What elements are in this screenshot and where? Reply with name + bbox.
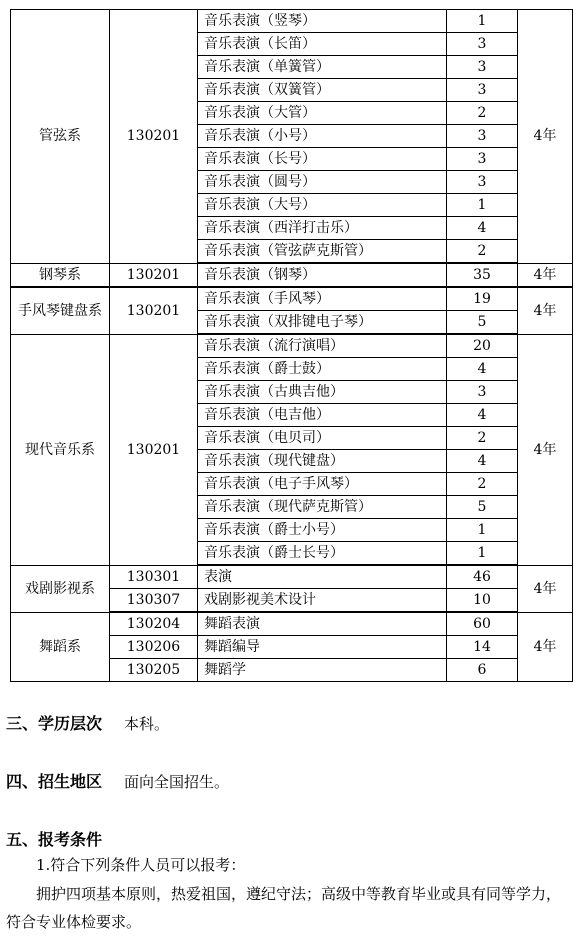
major-name-cell: 音乐表演（电贝司） (198, 427, 447, 450)
quota-cell: 46 (447, 565, 518, 589)
enrollment-table (10, 9, 573, 682)
major-code-cell: 130204 (110, 612, 198, 636)
table-row (11, 10, 573, 33)
major-code-cell: 130206 (110, 636, 198, 659)
major-name-cell: 音乐表演（双排键电子琴） (198, 311, 447, 335)
quota-cell: 5 (447, 496, 518, 519)
quota-cell: 4 (447, 404, 518, 427)
major-name-cell: 音乐表演（单簧管） (198, 56, 447, 79)
duration-cell: 4年 (518, 263, 573, 287)
quota-cell: 2 (447, 240, 518, 264)
table-row (11, 287, 573, 311)
enrollment-table-body (11, 10, 573, 682)
quota-cell: 60 (447, 612, 518, 636)
major-name-cell: 音乐表演（手风琴） (198, 287, 447, 311)
major-name-cell: 音乐表演（大号） (198, 194, 447, 217)
major-name-cell: 音乐表演（大管） (198, 102, 447, 125)
major-name-cell: 音乐表演（电子手风琴） (198, 473, 447, 496)
department-cell: 舞蹈系 (11, 612, 110, 682)
major-name-cell: 音乐表演（古典吉他） (198, 381, 447, 404)
quota-cell: 1 (447, 194, 518, 217)
quota-cell: 5 (447, 311, 518, 335)
duration-cell: 4年 (518, 612, 573, 682)
quota-cell: 3 (447, 56, 518, 79)
quota-cell: 4 (447, 358, 518, 381)
quota-cell: 35 (447, 263, 518, 287)
quota-cell: 3 (447, 148, 518, 171)
major-name-cell: 音乐表演（流行演唱） (198, 334, 447, 358)
table-row (11, 565, 573, 589)
major-name-cell: 舞蹈学 (198, 659, 447, 682)
major-name-cell: 音乐表演（电吉他） (198, 404, 447, 427)
department-cell: 戏剧影视系 (11, 565, 110, 612)
major-code-cell: 130201 (110, 334, 198, 565)
condition-text-line-1: 拥护四项基本原则，热爱祖国，遵纪守法；高级中等教育毕业或具有同等学力， (36, 885, 562, 903)
department-cell: 手风琴键盘系 (11, 287, 110, 334)
quota-cell: 3 (447, 171, 518, 194)
quota-cell: 3 (447, 79, 518, 102)
major-name-cell: 音乐表演（现代萨克斯管） (198, 496, 447, 519)
major-code-cell: 130301 (110, 565, 198, 589)
major-name-cell: 戏剧影视美术设计 (198, 589, 447, 613)
major-code-cell: 130201 (110, 287, 198, 334)
education-level-heading: 三、学历层次 (6, 714, 103, 733)
quota-cell: 19 (447, 287, 518, 311)
quota-cell: 2 (447, 102, 518, 125)
major-name-cell: 舞蹈编导 (198, 636, 447, 659)
application-conditions-heading-line (6, 827, 102, 850)
major-name-cell: 音乐表演（双簧管） (198, 79, 447, 102)
quota-cell: 20 (447, 334, 518, 358)
major-code-cell: 130205 (110, 659, 198, 682)
application-conditions-heading: 五、报考条件 (6, 830, 103, 849)
quota-cell: 4 (447, 450, 518, 473)
enrollment-region-value: 面向全国招生。 (124, 773, 230, 791)
quota-cell: 3 (447, 125, 518, 148)
department-cell: 管弦系 (11, 10, 110, 264)
condition-item-1: 1.符合下列条件人员可以报考： (36, 856, 246, 874)
department-cell: 现代音乐系 (11, 334, 110, 565)
quota-cell: 1 (447, 10, 518, 33)
major-name-cell: 音乐表演（圆号） (198, 171, 447, 194)
major-name-cell: 音乐表演（长笛） (198, 33, 447, 56)
table-row (11, 612, 573, 636)
major-name-cell: 音乐表演（竖琴） (198, 10, 447, 33)
major-code-cell: 130201 (110, 10, 198, 264)
duration-cell: 4年 (518, 287, 573, 334)
quota-cell: 6 (447, 659, 518, 682)
quota-cell: 4 (447, 217, 518, 240)
education-level-value: 本科。 (124, 715, 170, 733)
quota-cell: 1 (447, 542, 518, 566)
major-code-cell: 130201 (110, 263, 198, 287)
major-name-cell: 音乐表演（爵士小号） (198, 519, 447, 542)
duration-cell: 4年 (518, 10, 573, 264)
duration-cell: 4年 (518, 334, 573, 565)
quota-cell: 14 (447, 636, 518, 659)
enrollment-region-line (6, 769, 229, 792)
quota-cell: 2 (447, 427, 518, 450)
major-name-cell: 音乐表演（现代键盘） (198, 450, 447, 473)
major-code-cell: 130307 (110, 589, 198, 613)
major-name-cell: 表演 (198, 565, 447, 589)
major-name-cell: 音乐表演（爵士长号） (198, 542, 447, 566)
enrollment-region-heading: 四、招生地区 (6, 772, 103, 791)
quota-cell: 3 (447, 33, 518, 56)
major-name-cell: 舞蹈表演 (198, 612, 447, 636)
major-name-cell: 音乐表演（长号） (198, 148, 447, 171)
table-row (11, 263, 573, 287)
major-name-cell: 音乐表演（管弦萨克斯管） (198, 240, 447, 264)
major-name-cell: 音乐表演（西洋打击乐） (198, 217, 447, 240)
major-name-cell: 音乐表演（钢琴） (198, 263, 447, 287)
education-level-line (6, 711, 169, 734)
quota-cell: 10 (447, 589, 518, 613)
table-row (11, 334, 573, 358)
quota-cell: 1 (447, 519, 518, 542)
major-name-cell: 音乐表演（小号） (198, 125, 447, 148)
major-name-cell: 音乐表演（爵士鼓） (198, 358, 447, 381)
duration-cell: 4年 (518, 565, 573, 612)
quota-cell: 3 (447, 381, 518, 404)
condition-text-line-2: 符合专业体检要求。 (6, 913, 142, 931)
department-cell: 钢琴系 (11, 263, 110, 287)
quota-cell: 2 (447, 473, 518, 496)
